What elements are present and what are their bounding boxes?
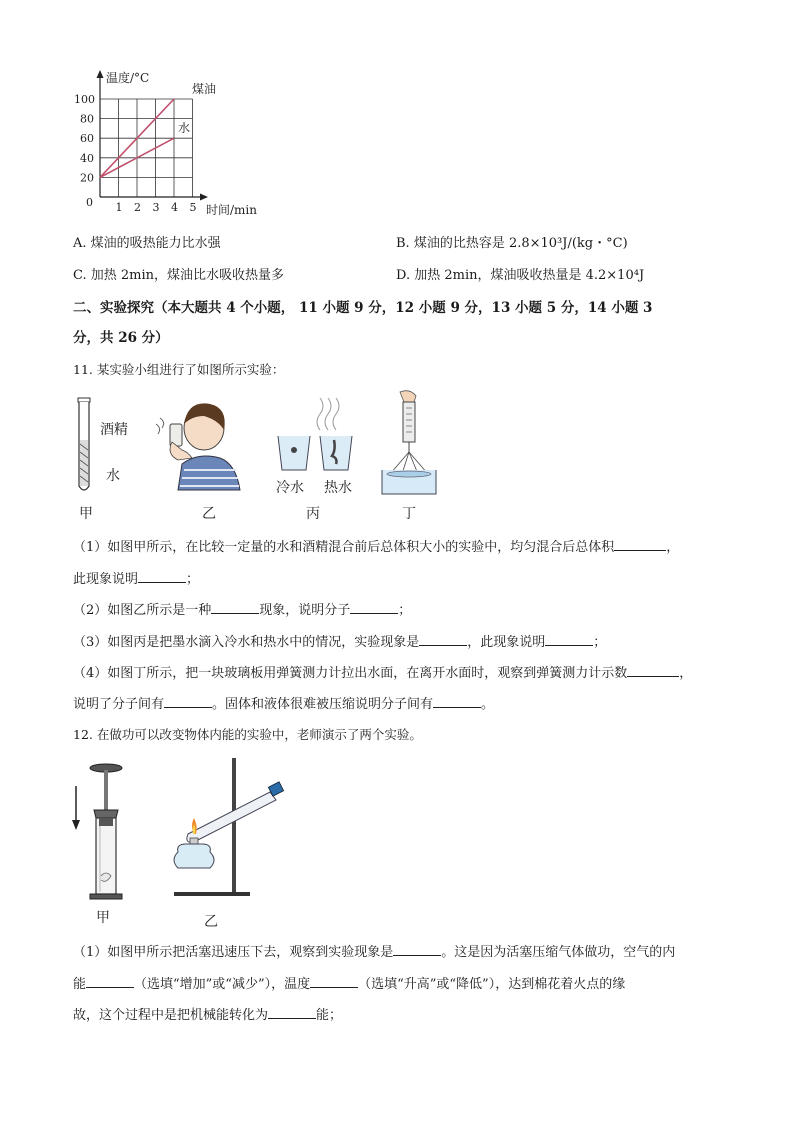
answer-blank[interactable] (350, 599, 398, 614)
answer-blank[interactable] (164, 693, 212, 708)
x-axis-arrow (200, 194, 208, 201)
label-fig-jia: 甲 (79, 506, 93, 522)
option-d: D. 加热 2min，煤油吸收热量是 4.2×10⁴J (396, 268, 645, 283)
x-axis-label: 时间/min (206, 203, 257, 217)
x-tick-label: 3 (152, 201, 160, 214)
fig-air-compression (66, 756, 146, 926)
fig-spring-scale (378, 390, 448, 524)
option-a: A. 煤油的吸热能力比水强 (73, 236, 221, 251)
x-tick-label: 5 (189, 201, 197, 214)
y-axis-label: 温度/°C (106, 71, 150, 85)
answer-blank[interactable] (310, 973, 358, 988)
section-title-line2: 分，共 26 分） (73, 330, 169, 346)
answer-blank[interactable] (614, 536, 666, 551)
option-c: C. 加热 2min，煤油比水吸收热量多 (73, 268, 285, 283)
x-tick-label: 1 (115, 201, 123, 214)
y-axis-arrow (97, 70, 104, 78)
q12-stem: 12. 在做功可以改变物体内能的实验中，老师演示了两个实验。 (73, 727, 422, 742)
x-tick-label: 4 (171, 201, 178, 214)
answer-blank[interactable] (86, 973, 134, 988)
q11-stem: 11. 某实验小组进行了如图所示实验： (73, 362, 285, 377)
y-tick-label: 60 (80, 132, 94, 146)
y-tick-label: 100 (74, 93, 95, 106)
label-fig12-jia: 甲 (96, 910, 110, 926)
q12-part1-line1: （1）如图甲所示把活塞迅速压下去，观察到实验现象是 。这是因为活塞压缩气体做功，空气的内 (73, 941, 675, 963)
section-title-line1: 二、实验探究（本大题共 4 个小题， 11 小题 9 分，12 小题 9 分，13 小题 5 分，14 小题 3 (73, 300, 653, 316)
fig-child-smelling (148, 394, 248, 524)
series-label-water: 水 (178, 121, 191, 135)
answer-blank[interactable] (211, 599, 259, 614)
q11-part3: （3）如图丙是把墨水滴入冷水和热水中的情况，实验现象是 ，此现象说明 ； (73, 631, 606, 653)
origin-label: 0 (86, 196, 93, 209)
fig-heating-tube (166, 756, 296, 932)
label-fig-yi: 乙 (202, 506, 216, 522)
q11-part4-line1: （4）如图丁所示，把一块玻璃板用弹簧测力计拉出水面，在离开水面时，观察到弹簧测力计示数 ， (73, 662, 692, 684)
label-water: 水 (106, 468, 120, 484)
q12-part1-line3: 故，这个过程中是把机械能转化为 能； (73, 1004, 342, 1026)
y-tick-label: 20 (80, 171, 94, 185)
temperature-chart (60, 66, 280, 222)
y-tick-label: 40 (80, 151, 94, 165)
label-fig-ding: 丁 (402, 506, 416, 522)
label-cold-water: 冷水 (276, 480, 304, 496)
fig-test-tube (70, 394, 140, 524)
answer-blank[interactable] (419, 631, 467, 646)
q11-part1-line2: 此现象说明 ； (73, 568, 199, 590)
answer-blank[interactable] (138, 568, 186, 583)
answer-blank[interactable] (393, 941, 441, 956)
answer-blank[interactable] (433, 693, 481, 708)
answer-blank[interactable] (627, 662, 679, 677)
q11-part2: （2）如图乙所示是一种 现象，说明分子 ； (73, 599, 411, 621)
chart-grid (100, 99, 193, 197)
q11-part1-line1: （1）如图甲所示，在比较一定量的水和酒精混合前后总体积大小的实验中，均匀混合后总体积 ， (73, 536, 679, 558)
q11-part4-line2: 说明了分子间有 。固体和液体很难被压缩说明分子间有 。 (73, 693, 494, 715)
answer-blank[interactable] (545, 631, 593, 646)
y-tick-label: 80 (80, 112, 94, 126)
answer-blank[interactable] (268, 1004, 316, 1019)
x-tick-label: 2 (134, 201, 141, 214)
series-label-kerosene: 煤油 (192, 82, 217, 96)
q12-part1-line2: 能 （选填“增加”或“减少”），温度 （选填“升高”或“降低”），达到棉花着火点的缘 (73, 973, 625, 995)
label-hot-water: 热水 (324, 480, 352, 496)
label-fig-bing: 丙 (306, 506, 320, 522)
option-b: B. 煤油的比热容是 2.8×10³J/(kg・°C) (396, 236, 628, 251)
label-fig12-yi: 乙 (204, 914, 218, 930)
label-alcohol: 酒精 (100, 422, 128, 438)
fig-ink-in-water (270, 394, 370, 524)
